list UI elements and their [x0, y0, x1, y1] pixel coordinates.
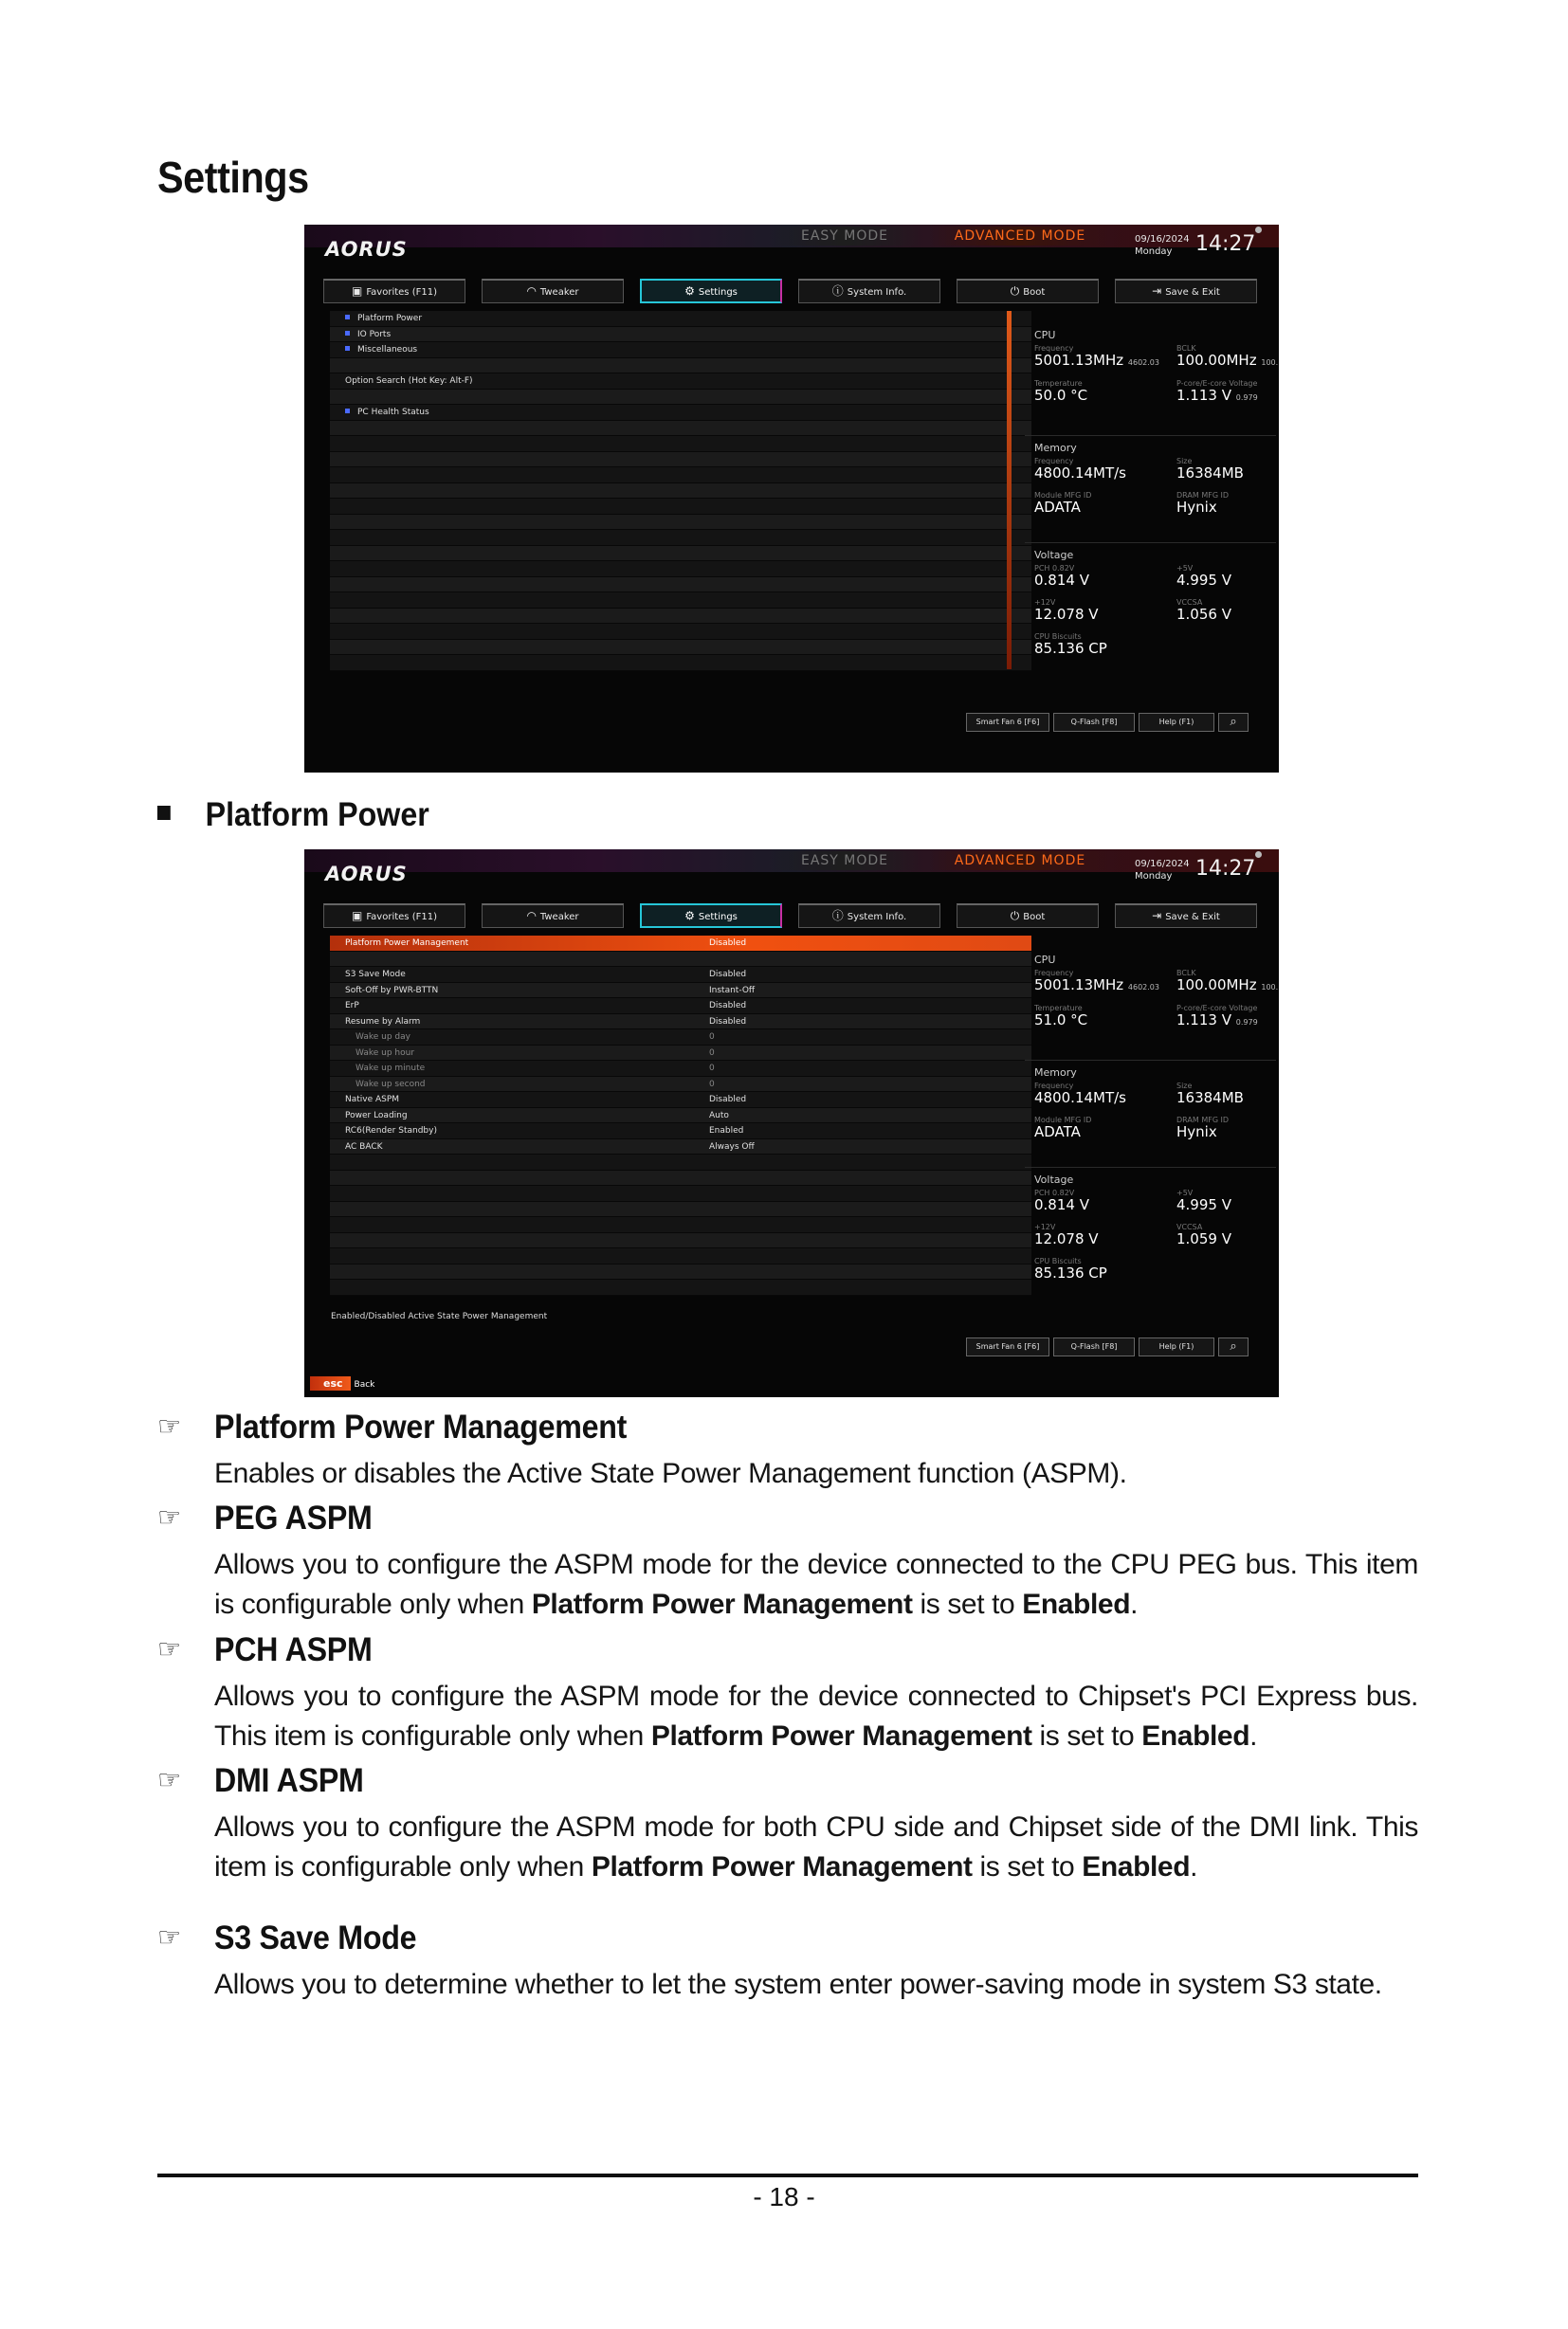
favorites-icon: ▣ — [352, 909, 363, 922]
tab-favorites[interactable]: ▣ Favorites (F11) — [323, 903, 465, 928]
menu-item-label: Resume by Alarm — [345, 1016, 421, 1027]
item-title: Platform Power Management — [214, 1409, 628, 1446]
menu-item-value[interactable]: Enabled — [709, 1126, 744, 1136]
tab-bar — [323, 279, 1271, 303]
menu-item-value[interactable]: Disabled — [709, 938, 747, 948]
help-description: Enabled/Disabled Active State Power Management — [331, 1312, 548, 1321]
menu-item-label: AC BACK — [345, 1141, 383, 1152]
tab-save-exit[interactable]: ⇥ Save & Exit — [1115, 903, 1257, 928]
menu-item[interactable] — [330, 998, 1031, 1014]
clock: 14:27 — [1195, 857, 1256, 881]
memory-section: Memory Frequency 4800.14MT/s Size 16384MB Module MFG ID ADATA DRAM MFG ID Hynix — [1025, 1061, 1276, 1168]
tab-system-info[interactable]: ⓘ System Info. — [798, 279, 940, 303]
menu-item[interactable] — [330, 1077, 1031, 1093]
info-icon: ⓘ — [831, 284, 844, 298]
12v-voltage: +12V 12.078 V — [1034, 1223, 1099, 1247]
help-button[interactable]: Help (F1) — [1139, 713, 1214, 732]
cpu-frequency: Frequency 5001.13MHz 4602.03 — [1034, 969, 1159, 993]
advanced-mode-button[interactable]: ADVANCED MODE — [930, 227, 1110, 246]
pch-voltage: PCH 0.82V 0.814 V — [1034, 1189, 1089, 1213]
status-dot-icon — [1255, 227, 1262, 233]
hardware-monitor-panel — [1025, 954, 1279, 1282]
gear-icon: ⚙ — [684, 284, 695, 298]
qflash-button[interactable]: Q-Flash [F8] — [1053, 1337, 1135, 1356]
item-description: Allows you to configure the ASPM mode for the device connected to Chipset's PCI Express bus. This item is configurable only when Platform Power Management is set to Enabled. — [214, 1681, 1418, 1752]
tab-tweaker[interactable]: ◠ Tweaker — [482, 903, 624, 928]
menu-item-value[interactable]: Auto — [709, 1110, 729, 1120]
module-mfg: Module MFG ID ADATA — [1034, 1116, 1092, 1140]
empty-row — [330, 1202, 1031, 1218]
item-description: Allows you to configure the ASPM mode for the device connected to the CPU PEG bus. This item is configurable only when Platform Power Management is set to Enabled. — [214, 1549, 1418, 1620]
item-title: DMI ASPM — [214, 1762, 364, 1799]
menu-item-label: ErP — [345, 1001, 359, 1010]
menu-item[interactable] — [330, 983, 1031, 999]
tweaker-icon: ◠ — [526, 284, 537, 298]
empty-row — [330, 436, 1031, 452]
info-icon: ⓘ — [831, 909, 844, 922]
date-display: 09/16/2024 Monday — [1135, 859, 1190, 882]
page-number: - 18 - — [753, 2182, 815, 2211]
menu-item-label: Native ASPM — [345, 1095, 400, 1104]
empty-row — [330, 1186, 1031, 1202]
cpu-biscuits: CPU Biscuits 85.136 CP — [1034, 632, 1107, 657]
menu-item[interactable] — [330, 1046, 1031, 1062]
menu-item-label: Wake up day — [356, 1032, 410, 1042]
menu-item-value[interactable]: 0 — [709, 1079, 715, 1089]
dram-mfg: DRAM MFG ID Hynix — [1176, 491, 1230, 516]
platform-power-menu-list — [330, 936, 1031, 1296]
tweaker-icon: ◠ — [526, 909, 537, 922]
memory-frequency: Frequency 4800.14MT/s — [1034, 1082, 1127, 1106]
hardware-monitor-panel — [1025, 329, 1279, 657]
item-description: Allows you to configure the ASPM mode for both CPU side and Chipset side of the DMI link. This item is configurable only when Platform Power Management is set to Enabled. — [214, 1811, 1418, 1883]
menu-item-label: Option Search (Hot Key: Alt-F) — [345, 376, 473, 386]
help-button[interactable]: Help (F1) — [1139, 1337, 1214, 1356]
memory-size: Size 16384MB — [1176, 457, 1244, 482]
power-icon: ⏻ — [1010, 909, 1020, 922]
memory-frequency: Frequency 4800.14MT/s — [1034, 457, 1127, 482]
search-icon[interactable]: ⌕ — [1218, 1337, 1249, 1356]
tab-boot[interactable]: ⏻ Boot — [957, 903, 1099, 928]
bios-screenshot-settings — [304, 225, 1279, 773]
menu-item-value[interactable]: 0 — [709, 1064, 715, 1073]
empty-row — [330, 577, 1031, 593]
empty-row — [330, 1280, 1031, 1296]
page-title: Settings — [157, 153, 309, 202]
menu-item-label: RC6(Render Standby) — [345, 1126, 437, 1136]
square-bullet-icon — [157, 806, 171, 820]
empty-row — [330, 561, 1031, 577]
bclk: BCLK 100.00MHz 100. — [1176, 344, 1279, 369]
empty-row — [330, 640, 1031, 656]
item-description: Allows you to determine whether to let the system enter power-saving mode in system S3 state. — [214, 1969, 1382, 2000]
menu-item[interactable] — [330, 1061, 1031, 1077]
tab-settings[interactable]: ⚙ Settings — [640, 903, 782, 928]
memory-section: Memory Frequency 4800.14MT/s Size 16384MB Module MFG ID ADATA DRAM MFG ID Hynix — [1025, 436, 1276, 543]
empty-row — [330, 546, 1031, 562]
cpu-frequency: Frequency 5001.13MHz 4602.03 — [1034, 344, 1159, 369]
easy-mode-button[interactable]: EASY MODE — [769, 227, 921, 246]
module-mfg: Module MFG ID ADATA — [1034, 491, 1092, 516]
menu-item[interactable] — [330, 1092, 1031, 1108]
exit-icon: ⇥ — [1152, 284, 1162, 298]
menu-item[interactable] — [330, 358, 1031, 374]
scrollbar[interactable] — [1007, 311, 1012, 669]
menu-item-value[interactable]: Disabled — [709, 1095, 747, 1104]
footer-rule — [157, 2174, 1418, 2177]
empty-row — [330, 483, 1031, 500]
bios-screenshot-platform-power — [304, 849, 1279, 1397]
menu-item[interactable] — [330, 373, 1031, 390]
empty-row — [330, 1171, 1031, 1187]
menu-item[interactable] — [330, 342, 1031, 358]
qflash-button[interactable]: Q-Flash [F8] — [1053, 713, 1135, 732]
section-heading: Platform Power — [157, 796, 429, 834]
menu-item-value[interactable]: Instant-Off — [709, 985, 756, 995]
menu-item-value[interactable]: 0 — [709, 1032, 715, 1042]
menu-item-label: Platform Power — [357, 314, 423, 323]
menu-item[interactable] — [330, 1139, 1031, 1155]
gear-icon: ⚙ — [684, 909, 695, 922]
5v-voltage: +5V 4.995 V — [1176, 564, 1231, 589]
tab-settings[interactable]: ⚙ Settings — [640, 279, 782, 303]
5v-voltage: +5V 4.995 V — [1176, 1189, 1231, 1213]
tab-save-exit[interactable]: ⇥ Save & Exit — [1115, 279, 1257, 303]
menu-item-label: IO Ports — [357, 329, 392, 339]
menu-item[interactable] — [330, 967, 1031, 983]
menu-item-label: Wake up hour — [356, 1047, 415, 1058]
empty-row — [330, 452, 1031, 468]
empty-row — [330, 421, 1031, 437]
empty-row — [330, 499, 1031, 515]
menu-item-label: Platform Power Management — [345, 938, 469, 948]
menu-item-label: S3 Save Mode — [345, 970, 406, 979]
vccsa-voltage: VCCSA 1.056 V — [1176, 598, 1231, 623]
favorites-icon: ▣ — [352, 284, 363, 298]
cpu-biscuits: CPU Biscuits 85.136 CP — [1034, 1257, 1107, 1282]
empty-row — [330, 952, 1031, 968]
tab-bar — [323, 903, 1271, 928]
advanced-mode-button[interactable]: ADVANCED MODE — [930, 851, 1110, 870]
menu-item[interactable] — [330, 311, 1031, 327]
aorus-logo: AORUS — [325, 238, 408, 261]
pointing-hand-icon: ☞ — [157, 1502, 182, 1532]
vccsa-voltage: VCCSA 1.059 V — [1176, 1223, 1231, 1247]
empty-row — [330, 609, 1031, 625]
menu-item-label: PC Health Status — [357, 408, 429, 417]
status-dot-icon — [1255, 851, 1262, 858]
menu-item[interactable] — [330, 1123, 1031, 1139]
empty-row — [330, 515, 1031, 531]
date-display: 09/16/2024 Monday — [1135, 234, 1190, 257]
item-title: PCH ASPM — [214, 1631, 373, 1668]
memory-size: Size 16384MB — [1176, 1082, 1244, 1106]
menu-bullet-icon — [345, 346, 350, 351]
clock: 14:27 — [1195, 232, 1256, 256]
pointing-hand-icon: ☞ — [157, 1411, 182, 1441]
menu-item-value[interactable]: 0 — [709, 1047, 715, 1058]
smart-fan-button[interactable]: Smart Fan 6 [F6] — [966, 1337, 1049, 1356]
pointing-hand-icon: ☞ — [157, 1922, 182, 1952]
voltage-section: Voltage PCH 0.82V 0.814 V +5V 4.995 V +12V 12.078 V VCCSA 1.056 V CPU Biscuits 85.136 CP — [1025, 543, 1276, 650]
pch-voltage: PCH 0.82V 0.814 V — [1034, 564, 1089, 589]
empty-row — [330, 624, 1031, 640]
menu-bullet-icon — [345, 331, 350, 336]
menu-item-value[interactable]: Disabled — [709, 970, 747, 979]
menu-item-value[interactable]: Disabled — [709, 1001, 747, 1010]
menu-item-label: Miscellaneous — [357, 345, 418, 355]
smart-fan-button[interactable]: Smart Fan 6 [F6] — [966, 713, 1049, 732]
item-title: PEG ASPM — [214, 1500, 373, 1537]
esc-back-button[interactable]: esc Back — [310, 1377, 374, 1390]
tab-boot[interactable]: ⏻ Boot — [957, 279, 1099, 303]
empty-row — [330, 1217, 1031, 1233]
empty-row — [330, 467, 1031, 483]
empty-row — [330, 655, 1031, 671]
menu-item-label: Soft-Off by PWR-BTTN — [345, 985, 439, 995]
item-title: S3 Save Mode — [214, 1920, 417, 1956]
item-description: Enables or disables the Active State Power Management function (ASPM). — [214, 1458, 1127, 1489]
pointing-hand-icon: ☞ — [157, 1765, 182, 1794]
search-icon[interactable]: ⌕ — [1218, 713, 1249, 732]
menu-item[interactable] — [330, 1029, 1031, 1046]
aorus-logo: AORUS — [325, 863, 408, 885]
settings-menu-list — [330, 311, 1031, 671]
easy-mode-button[interactable]: EASY MODE — [769, 851, 921, 870]
empty-row — [330, 1265, 1031, 1281]
menu-item[interactable] — [330, 1108, 1031, 1124]
empty-row — [330, 1233, 1031, 1249]
tab-favorites[interactable]: ▣ Favorites (F11) — [323, 279, 465, 303]
cpu-section: CPU Frequency 5001.13MHz 4602.03 BCLK 100.00MHz 100. Temperature 50.0 °C P-core/E-core Voltage 1.113 V 0.979 — [1025, 329, 1276, 436]
cpu-section: CPU Frequency 5001.13MHz 4602.03 BCLK 100.00MHz 100. Temperature 51.0 °C P-core/E-core Voltage 1.113 V 0.979 — [1025, 954, 1276, 1061]
menu-item[interactable] — [330, 390, 1031, 406]
menu-item[interactable] — [330, 327, 1031, 343]
menu-item-label: Wake up second — [356, 1079, 426, 1089]
pointing-hand-icon: ☞ — [157, 1634, 182, 1664]
menu-item-value[interactable]: Always Off — [709, 1141, 755, 1152]
dram-mfg: DRAM MFG ID Hynix — [1176, 1116, 1230, 1140]
menu-item-selected[interactable] — [330, 936, 1031, 952]
empty-row — [330, 1155, 1031, 1171]
cpu-temperature: Temperature 50.0 °C — [1034, 379, 1088, 404]
menu-item-value[interactable]: Disabled — [709, 1016, 747, 1027]
menu-bullet-icon — [345, 409, 350, 413]
menu-item-label: Power Loading — [345, 1110, 408, 1120]
empty-row — [330, 592, 1031, 609]
power-icon: ⏻ — [1010, 284, 1020, 298]
pcore-voltage: P-core/E-core Voltage 1.113 V 0.979 — [1176, 1004, 1258, 1028]
exit-icon: ⇥ — [1152, 909, 1162, 922]
empty-row — [330, 530, 1031, 546]
menu-item[interactable] — [330, 1014, 1031, 1030]
empty-row — [330, 1248, 1031, 1265]
bclk: BCLK 100.00MHz 100. — [1176, 969, 1279, 993]
menu-item-label: Wake up minute — [356, 1064, 426, 1073]
cpu-temperature: Temperature 51.0 °C — [1034, 1004, 1088, 1028]
pcore-voltage: P-core/E-core Voltage 1.113 V 0.979 — [1176, 379, 1258, 404]
voltage-section: Voltage PCH 0.82V 0.814 V +5V 4.995 V +12V 12.078 V VCCSA 1.059 V CPU Biscuits 85.136 CP — [1025, 1168, 1276, 1275]
12v-voltage: +12V 12.078 V — [1034, 598, 1099, 623]
menu-bullet-icon — [345, 315, 350, 319]
menu-item[interactable] — [330, 405, 1031, 421]
tab-tweaker[interactable]: ◠ Tweaker — [482, 279, 624, 303]
tab-system-info[interactable]: ⓘ System Info. — [798, 903, 940, 928]
